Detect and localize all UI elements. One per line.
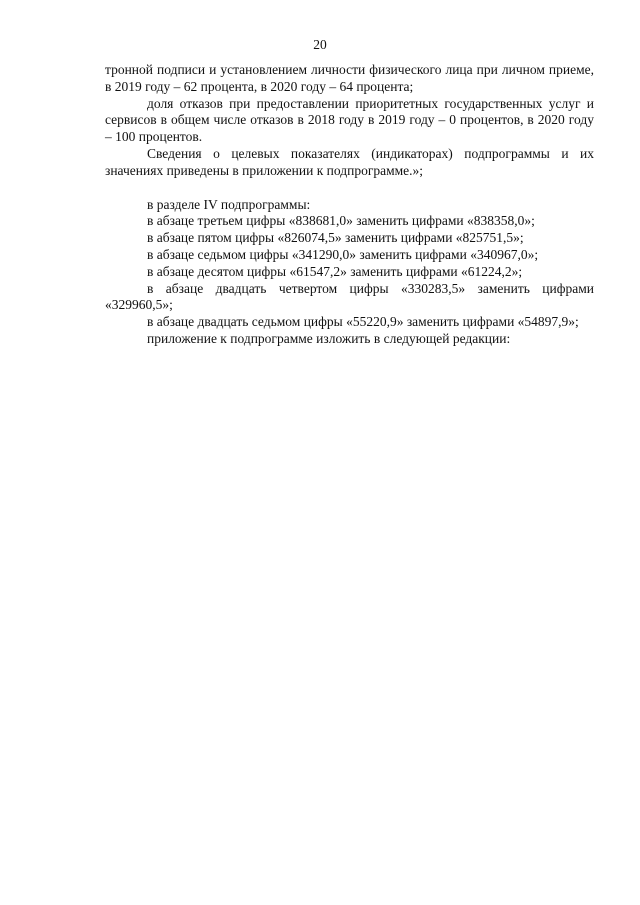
paragraph-refusal-share: доля отказов при предоставлении приоритетных государственных услуг и сервисов в общем числе отказов в 2018 году в 2019 году – 0 процентов, в 2020 году – 100 процентов. bbox=[105, 95, 594, 145]
paragraph-spacer bbox=[105, 180, 594, 197]
paragraph-amendment-27: в абзаце двадцать седьмом цифры «55220,9» заменить цифрами «54897,9»; bbox=[147, 314, 579, 330]
paragraph-amendment-7: в абзаце седьмом цифры «341290,0» заменить цифрами «340967,0»; bbox=[147, 246, 539, 262]
document-body bbox=[105, 62, 594, 348]
paragraph-section-iv: в разделе IV подпрограммы: bbox=[147, 196, 311, 212]
paragraph-continuation: тронной подписи и установлением личности физического лица при личном приеме, в 2019 году – 62 процента, в 2020 году – 64 процента; bbox=[105, 62, 594, 94]
paragraph-amendment-24: в абзаце двадцать четвертом цифры «330283,5» заменить цифрами «329960,5»; bbox=[105, 280, 594, 313]
paragraph-amendment-10: в абзаце десятом цифры «61547,2» заменить цифрами «61224,2»; bbox=[147, 263, 523, 279]
paragraph-amendment-5: в абзаце пятом цифры «826074,5» заменить цифрами «825751,5»; bbox=[147, 230, 524, 246]
paragraph-indicators-info: Сведения о целевых показателях (индикаторах) подпрограммы и их значениях приведены в приложении к подпрограмме.»; bbox=[105, 145, 594, 178]
paragraph-amendment-3: в абзаце третьем цифры «838681,0» заменить цифрами «838358,0»; bbox=[147, 213, 535, 229]
paragraph-appendix-instruction: приложение к подпрограмме изложить в следующей редакции: bbox=[147, 330, 511, 346]
page-number: 20 bbox=[313, 37, 327, 52]
